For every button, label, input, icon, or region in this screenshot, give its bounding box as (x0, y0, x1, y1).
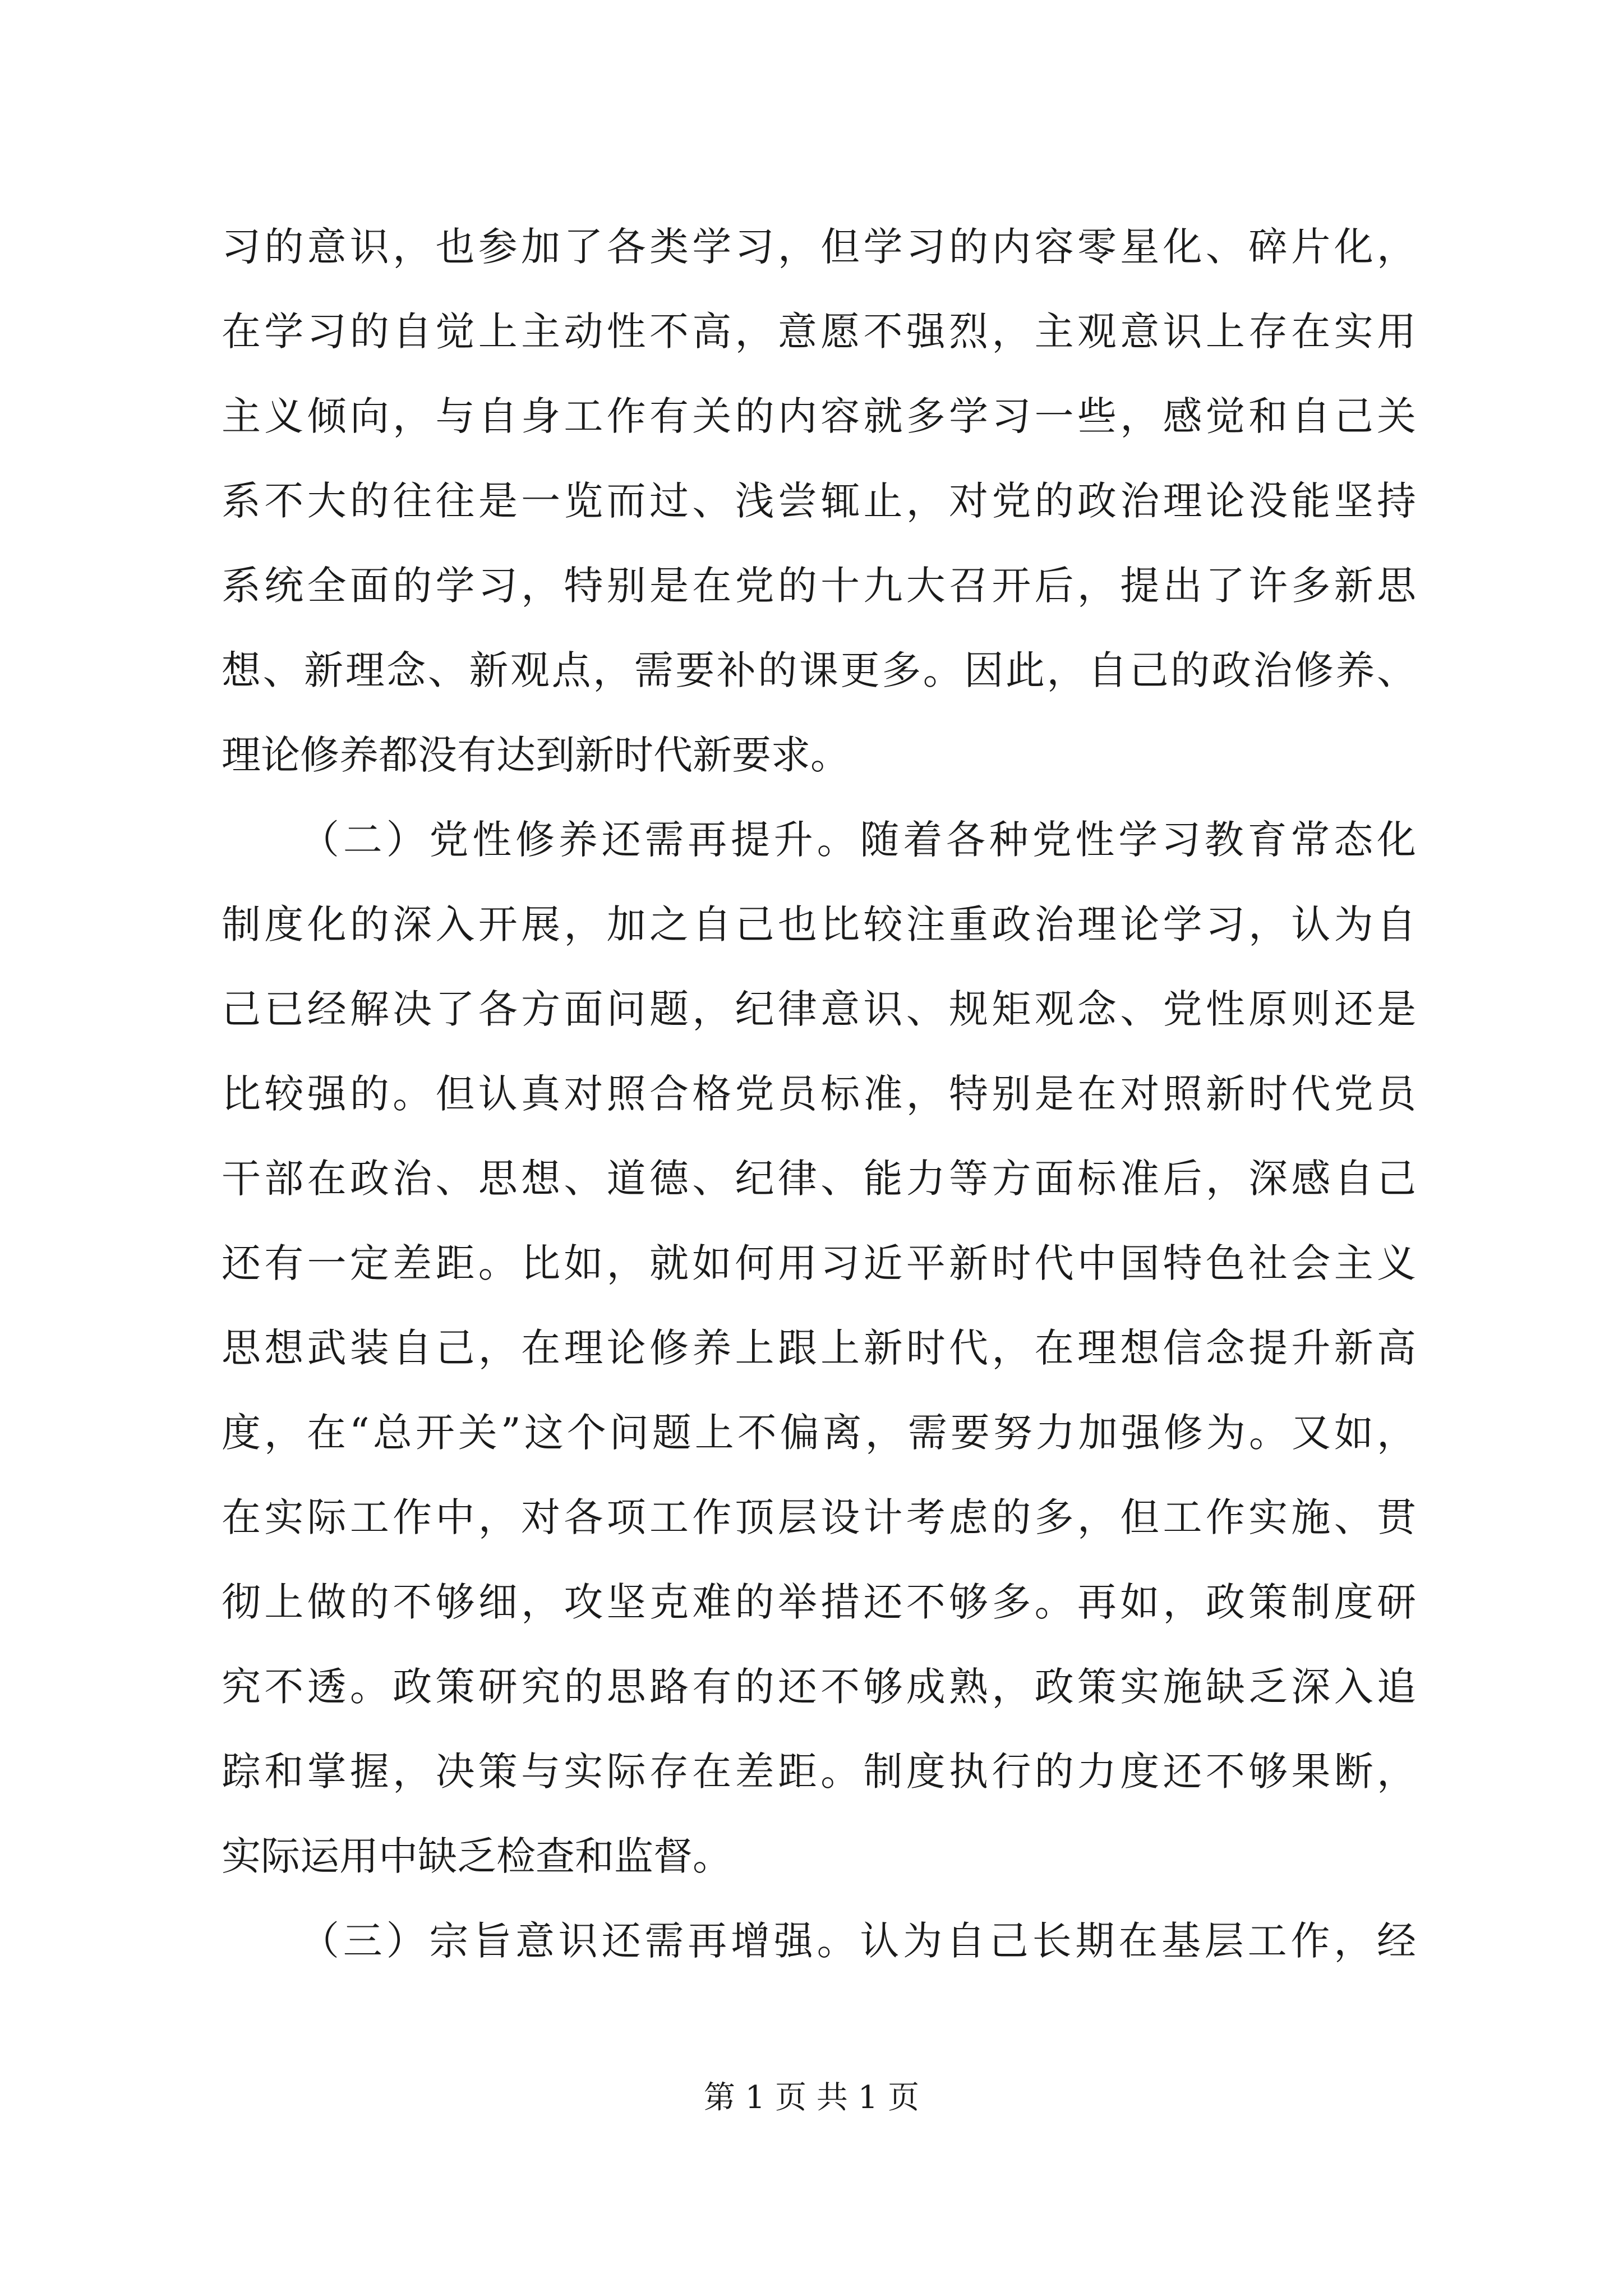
text-line: 实际运用中缺乏检查和监督。 (222, 1833, 732, 1879)
text-line: 踪和掌握，决策与实际存在差距。制度执行的力度还不够果断， (222, 1749, 1416, 1795)
text-line: 彻上做的不够细，攻坚克难的举措还不够多。再如，政策制度研 (222, 1579, 1416, 1625)
section-heading-line: （二）党性修养还需再提升。随着各种党性学习教育常态化 (300, 817, 1416, 863)
text-line: 习的意识，也参加了各类学习，但学习的内容零星化、碎片化， (222, 224, 1416, 270)
text-line: 系统全面的学习，特别是在党的十九大召开后，提出了许多新思 (222, 563, 1416, 609)
text-line: 己已经解决了各方面问题，纪律意识、规矩观念、党性原则还是 (222, 986, 1416, 1032)
text-line: 制度化的深入开展，加之自己也比较注重政治理论学习，认为自 (222, 901, 1416, 947)
text-line: 系不大的往往是一览而过、浅尝辄止，对党的政治理论没能坚持 (222, 478, 1416, 524)
text-line: 主义倾向，与自身工作有关的内容就多学习一些，感觉和自己关 (222, 393, 1416, 439)
text-line: 度，在“总开关”这个问题上不偏离，需要努力加强修为。又如， (222, 1410, 1416, 1456)
page-footer: 第 1 页 共 1 页 (703, 2079, 920, 2116)
text-line: 还有一定差距。比如，就如何用习近平新时代中国特色社会主义 (222, 1240, 1416, 1286)
text-line: 干部在政治、思想、道德、纪律、能力等方面标准后，深感自己 (222, 1156, 1416, 1202)
text-line: 思想武装自己，在理论修养上跟上新时代，在理想信念提升新高 (222, 1325, 1416, 1371)
text-line: 比较强的。但认真对照合格党员标准，特别是在对照新时代党员 (222, 1071, 1416, 1117)
text-line: 想、新理念、新观点，需要补的课更多。因此，自己的政治修养、 (222, 647, 1416, 693)
section-heading-line: （三）宗旨意识还需再增强。认为自己长期在基层工作，经 (300, 1918, 1416, 1964)
text-line: 理论修养都没有达到新时代新要求。 (222, 732, 850, 778)
text-line: 在实际工作中，对各项工作顶层设计考虑的多，但工作实施、贯 (222, 1494, 1416, 1540)
text-line: 究不透。政策研究的思路有的还不够成熟，政策实施缺乏深入追 (222, 1664, 1416, 1710)
text-line: 在学习的自觉上主动性不高，意愿不强烈，主观意识上存在实用 (222, 309, 1416, 355)
document-body (222, 205, 1416, 1984)
